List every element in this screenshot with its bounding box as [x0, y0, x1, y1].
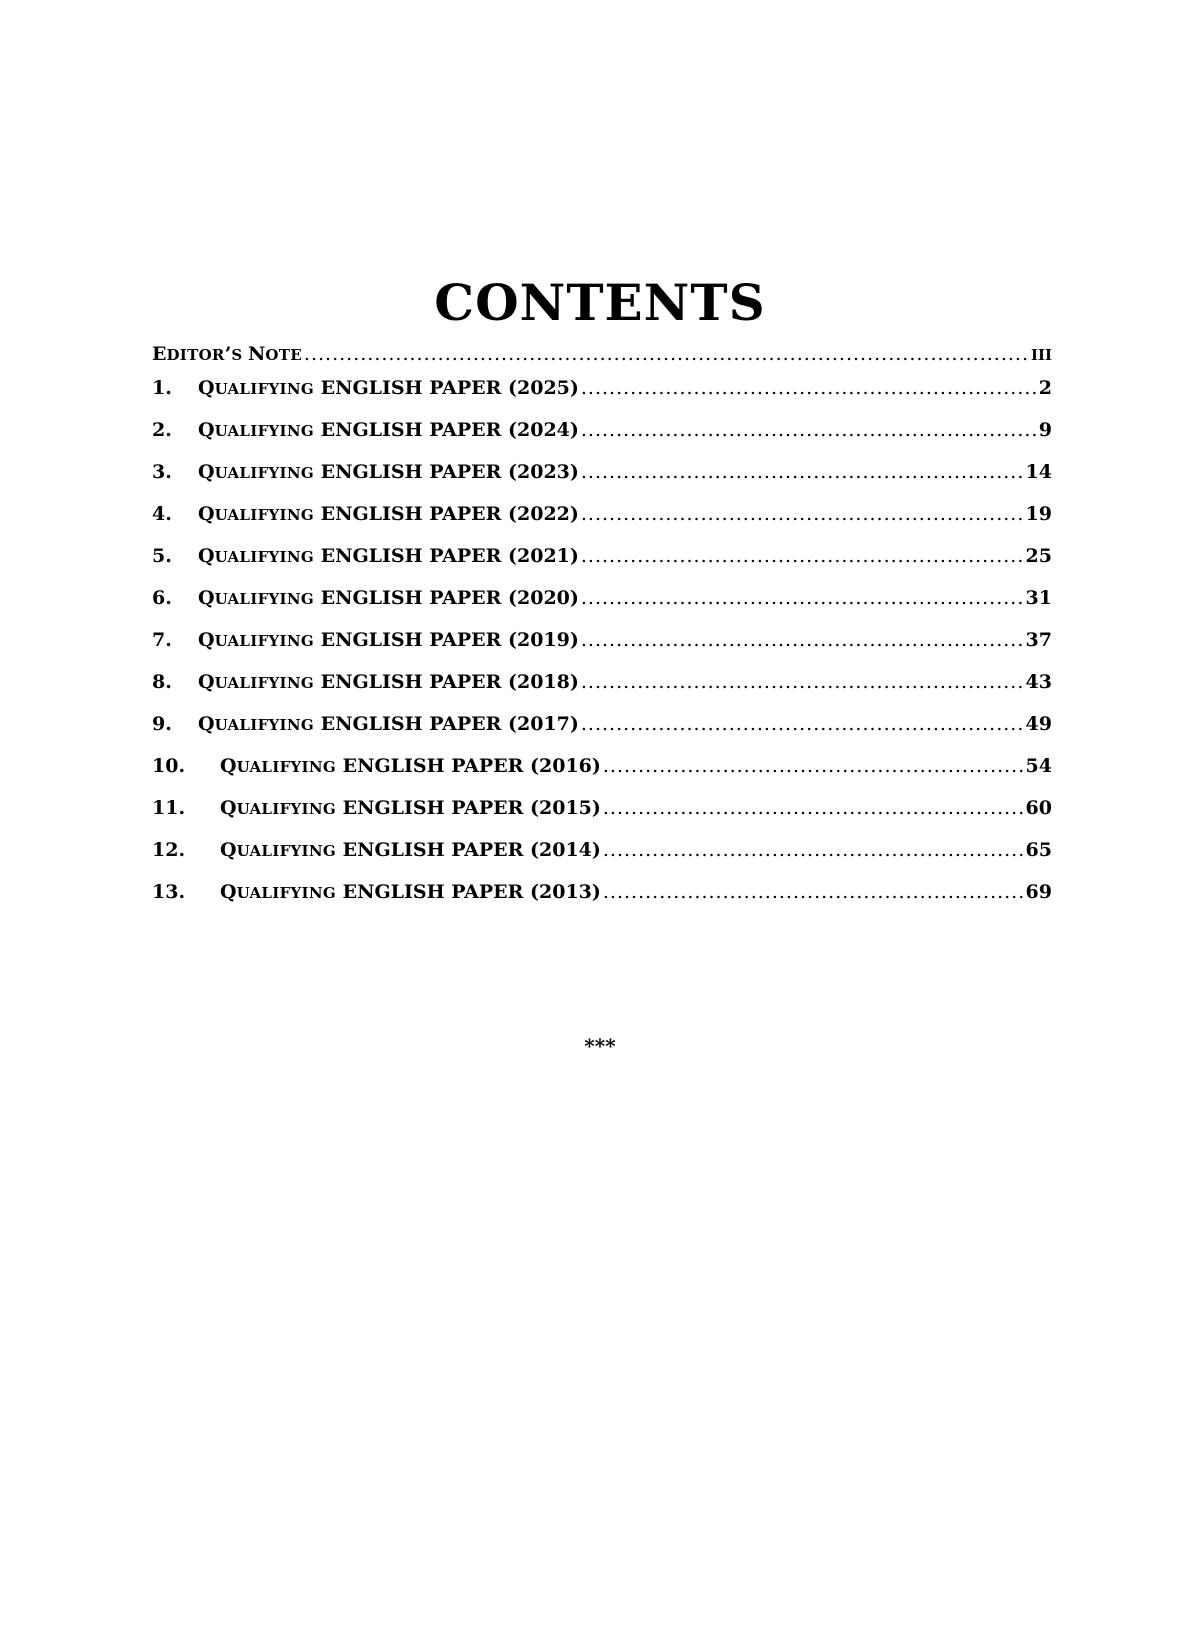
- dot-leader: [581, 419, 1037, 441]
- toc-entry[interactable]: [152, 503, 1052, 545]
- toc-entry[interactable]: [152, 629, 1052, 671]
- toc-page-number: 37: [1025, 629, 1052, 651]
- dot-leader: [581, 503, 1024, 525]
- toc-entry-editors-note[interactable]: [152, 343, 1052, 377]
- toc-entry[interactable]: [152, 797, 1052, 839]
- toc-entry-title: QUALIFYING ENGLISH PAPER (2022): [198, 503, 579, 525]
- toc-page-number: 54: [1025, 755, 1052, 777]
- toc-page-number: 65: [1025, 839, 1052, 861]
- toc-entry-number: 7.: [152, 629, 172, 651]
- toc-entry-title: QUALIFYING ENGLISH PAPER (2019): [198, 629, 579, 651]
- toc-entry[interactable]: [152, 755, 1052, 797]
- dot-leader: [581, 545, 1024, 567]
- toc-entry-number: 1.: [152, 377, 172, 399]
- dot-leader: [581, 377, 1037, 399]
- toc-entry-title: EDITOR’S NOTE: [152, 343, 302, 365]
- dot-leader: [581, 671, 1024, 693]
- toc-page-number: 9: [1038, 419, 1052, 441]
- dot-leader: [581, 461, 1024, 483]
- toc-entry-number: 12.: [152, 839, 186, 861]
- toc-entry-number: 8.: [152, 671, 172, 693]
- dot-leader: [581, 713, 1024, 735]
- toc-entry-title: QUALIFYING ENGLISH PAPER (2021): [198, 545, 579, 567]
- toc-entry-title: QUALIFYING ENGLISH PAPER (2017): [198, 713, 579, 735]
- toc-entry-title: QUALIFYING ENGLISH PAPER (2025): [198, 377, 579, 399]
- toc-entry[interactable]: [152, 419, 1052, 461]
- end-mark: ***: [584, 1034, 616, 1058]
- toc-entry[interactable]: [152, 713, 1052, 755]
- toc-entry[interactable]: [152, 839, 1052, 881]
- toc-entry-number: 4.: [152, 503, 172, 525]
- toc-entry-number: 5.: [152, 545, 172, 567]
- dot-leader: [603, 797, 1024, 819]
- toc-entry-title: QUALIFYING ENGLISH PAPER (2014): [220, 839, 601, 861]
- toc-page-number: 60: [1025, 797, 1052, 819]
- toc-page-number: 69: [1025, 881, 1052, 903]
- toc-entry-number: 11.: [152, 797, 186, 819]
- toc-entry[interactable]: [152, 377, 1052, 419]
- toc-entry[interactable]: [152, 587, 1052, 629]
- toc-entry-number: 13.: [152, 881, 186, 903]
- dot-leader: [603, 755, 1024, 777]
- toc-page-number: 19: [1025, 503, 1052, 525]
- toc-entry[interactable]: [152, 545, 1052, 587]
- dot-leader: [603, 881, 1024, 903]
- toc-entry-title: QUALIFYING ENGLISH PAPER (2023): [198, 461, 579, 483]
- dot-leader: [581, 629, 1024, 651]
- page-title: CONTENTS: [434, 273, 766, 332]
- toc-entry-title: QUALIFYING ENGLISH PAPER (2016): [220, 755, 601, 777]
- table-of-contents: [152, 343, 1052, 923]
- dot-leader: [603, 839, 1024, 861]
- toc-page-number: 14: [1025, 461, 1052, 483]
- toc-page-number: 31: [1025, 587, 1052, 609]
- toc-entry-number: 9.: [152, 713, 172, 735]
- dot-leader: [304, 343, 1029, 365]
- dot-leader: [581, 587, 1024, 609]
- toc-entry-title: QUALIFYING ENGLISH PAPER (2024): [198, 419, 579, 441]
- toc-entry-number: 10.: [152, 755, 186, 777]
- toc-page-number: 2: [1038, 377, 1052, 399]
- toc-entry-number: 6.: [152, 587, 172, 609]
- toc-entry[interactable]: [152, 881, 1052, 923]
- toc-entry-number: 2.: [152, 419, 172, 441]
- toc-page-number: III: [1030, 346, 1052, 364]
- toc-entry[interactable]: [152, 461, 1052, 503]
- toc-entry-title: QUALIFYING ENGLISH PAPER (2020): [198, 587, 579, 609]
- toc-entry-title: QUALIFYING ENGLISH PAPER (2013): [220, 881, 601, 903]
- toc-entry[interactable]: [152, 671, 1052, 713]
- toc-page-number: 25: [1025, 545, 1052, 567]
- toc-entry-title: QUALIFYING ENGLISH PAPER (2015): [220, 797, 601, 819]
- toc-page-number: 43: [1025, 671, 1052, 693]
- toc-entry-title: QUALIFYING ENGLISH PAPER (2018): [198, 671, 579, 693]
- toc-entry-number: 3.: [152, 461, 172, 483]
- toc-page-number: 49: [1025, 713, 1052, 735]
